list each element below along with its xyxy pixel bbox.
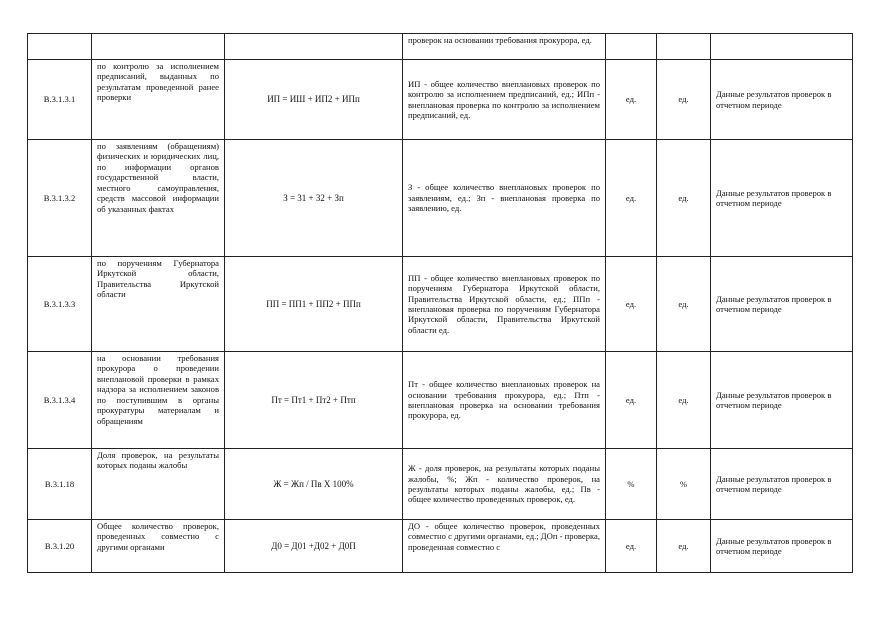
indicator-code: В.3.1.20 [28,520,92,573]
table-row [28,352,853,449]
indicator-formula [225,34,403,60]
indicator-source: Данные результатов проверок в отчетном периоде [711,449,853,520]
indicator-formula: Д0 = Д01 +Д02 + Д0П [225,520,403,573]
table-row [28,449,853,520]
indicator-formula: Ж = Жп / Пв X 100% [225,449,403,520]
table-row [28,140,853,257]
indicator-unit-2: ед. [657,257,711,352]
indicator-description: ПП - общее количество внеплановых проверок по поручениям Губернатора Иркутской области, Правительства Иркутской области, ед.; ППп - внеплановая проверка по поручениям Губернатора Иркутской области, Правительства Иркутской области ед. [403,257,606,352]
indicator-name: по поручениям Губернатора Иркутской области, Правительства Иркутской области [92,257,225,352]
indicator-unit: ед. [606,257,657,352]
table-row [28,34,853,60]
indicator-name: по заявлениям (обращениям) физических и юридических лиц, по информации органов государственной власти, местного самоуправления, средств массовой информации об указанных фактах [92,140,225,257]
indicator-name [92,34,225,60]
indicator-source: Данные результатов проверок в отчетном периоде [711,140,853,257]
indicator-formula: ИП = ИШ + ИП2 + ИПп [225,60,403,140]
indicator-name: на основании требования прокурора о проведении внеплановой проверки в рамках надзора за исполнением законов по поступившим в органы прокуратуры материалам и обращениям [92,352,225,449]
indicator-unit: ед. [606,140,657,257]
indicator-code: В.3.1.18 [28,449,92,520]
indicator-unit: ед. [606,60,657,140]
indicator-description: проверок на основании требования прокурора, ед. [403,34,606,60]
indicator-description: ДО - общее количество проверок, проведенных совместно с другими органами, ед.; ДОп - проверка, проведенная совместно с [403,520,606,573]
indicator-name: Общее количество проверок, проведенных совместно с другими органами [92,520,225,573]
indicator-name: по контролю за исполнением предписаний, выданных по результатам проведенной ранее проверки [92,60,225,140]
indicator-description: ИП - общее количество внеплановых проверок по контролю за исполнением предписаний, ед.; ИПп - внеплановая проверка по контролю за исполнением предписаний, ед. [403,60,606,140]
indicator-formula: Пт = Пт1 + Пт2 + Птп [225,352,403,449]
table-body [28,34,853,573]
indicator-code: В.3.1.3.3 [28,257,92,352]
indicator-source: Данные результатов проверок в отчетном периоде [711,520,853,573]
indicator-description: Ж - доля проверок, на результаты которых поданы жалобы, %; Жп - количество проверок, на результаты которых поданы жалобы, ед.; Пв - общее количество проведенных проверок, ед. [403,449,606,520]
indicator-code [28,34,92,60]
indicator-unit-2: ед. [657,520,711,573]
indicators-table [27,33,853,573]
indicator-source: Данные результатов проверок в отчетном периоде [711,257,853,352]
indicator-code: В.3.1.3.2 [28,140,92,257]
indicator-source: Данные результатов проверок в отчетном периоде [711,60,853,140]
indicator-unit [606,34,657,60]
indicator-description: З - общее количество внеплановых проверок по заявлениям, ед.; Зп - внеплановая проверка по заявлению, ед. [403,140,606,257]
table-row [28,520,853,573]
indicator-unit-2: % [657,449,711,520]
indicator-unit: % [606,449,657,520]
indicator-unit: ед. [606,520,657,573]
indicator-name: Доля проверок, на результаты которых поданы жалобы [92,449,225,520]
indicator-source: Данные результатов проверок в отчетном периоде [711,352,853,449]
indicator-code: В.3.1.3.1 [28,60,92,140]
indicator-formula: З = 31 + 32 + Зп [225,140,403,257]
table-row [28,257,853,352]
indicator-unit: ед. [606,352,657,449]
indicator-code: В.3.1.3.4 [28,352,92,449]
indicator-unit-2 [657,34,711,60]
indicator-description: Пт - общее количество внеплановых проверок на основании требования прокурора, ед.; Птп - внеплановая проверка на основании требования прокурора, ед. [403,352,606,449]
indicator-unit-2: ед. [657,140,711,257]
indicator-unit-2: ед. [657,352,711,449]
indicator-source [711,34,853,60]
indicator-unit-2: ед. [657,60,711,140]
indicator-formula: ПП = ПП1 + ПП2 + ППп [225,257,403,352]
table-row [28,60,853,140]
